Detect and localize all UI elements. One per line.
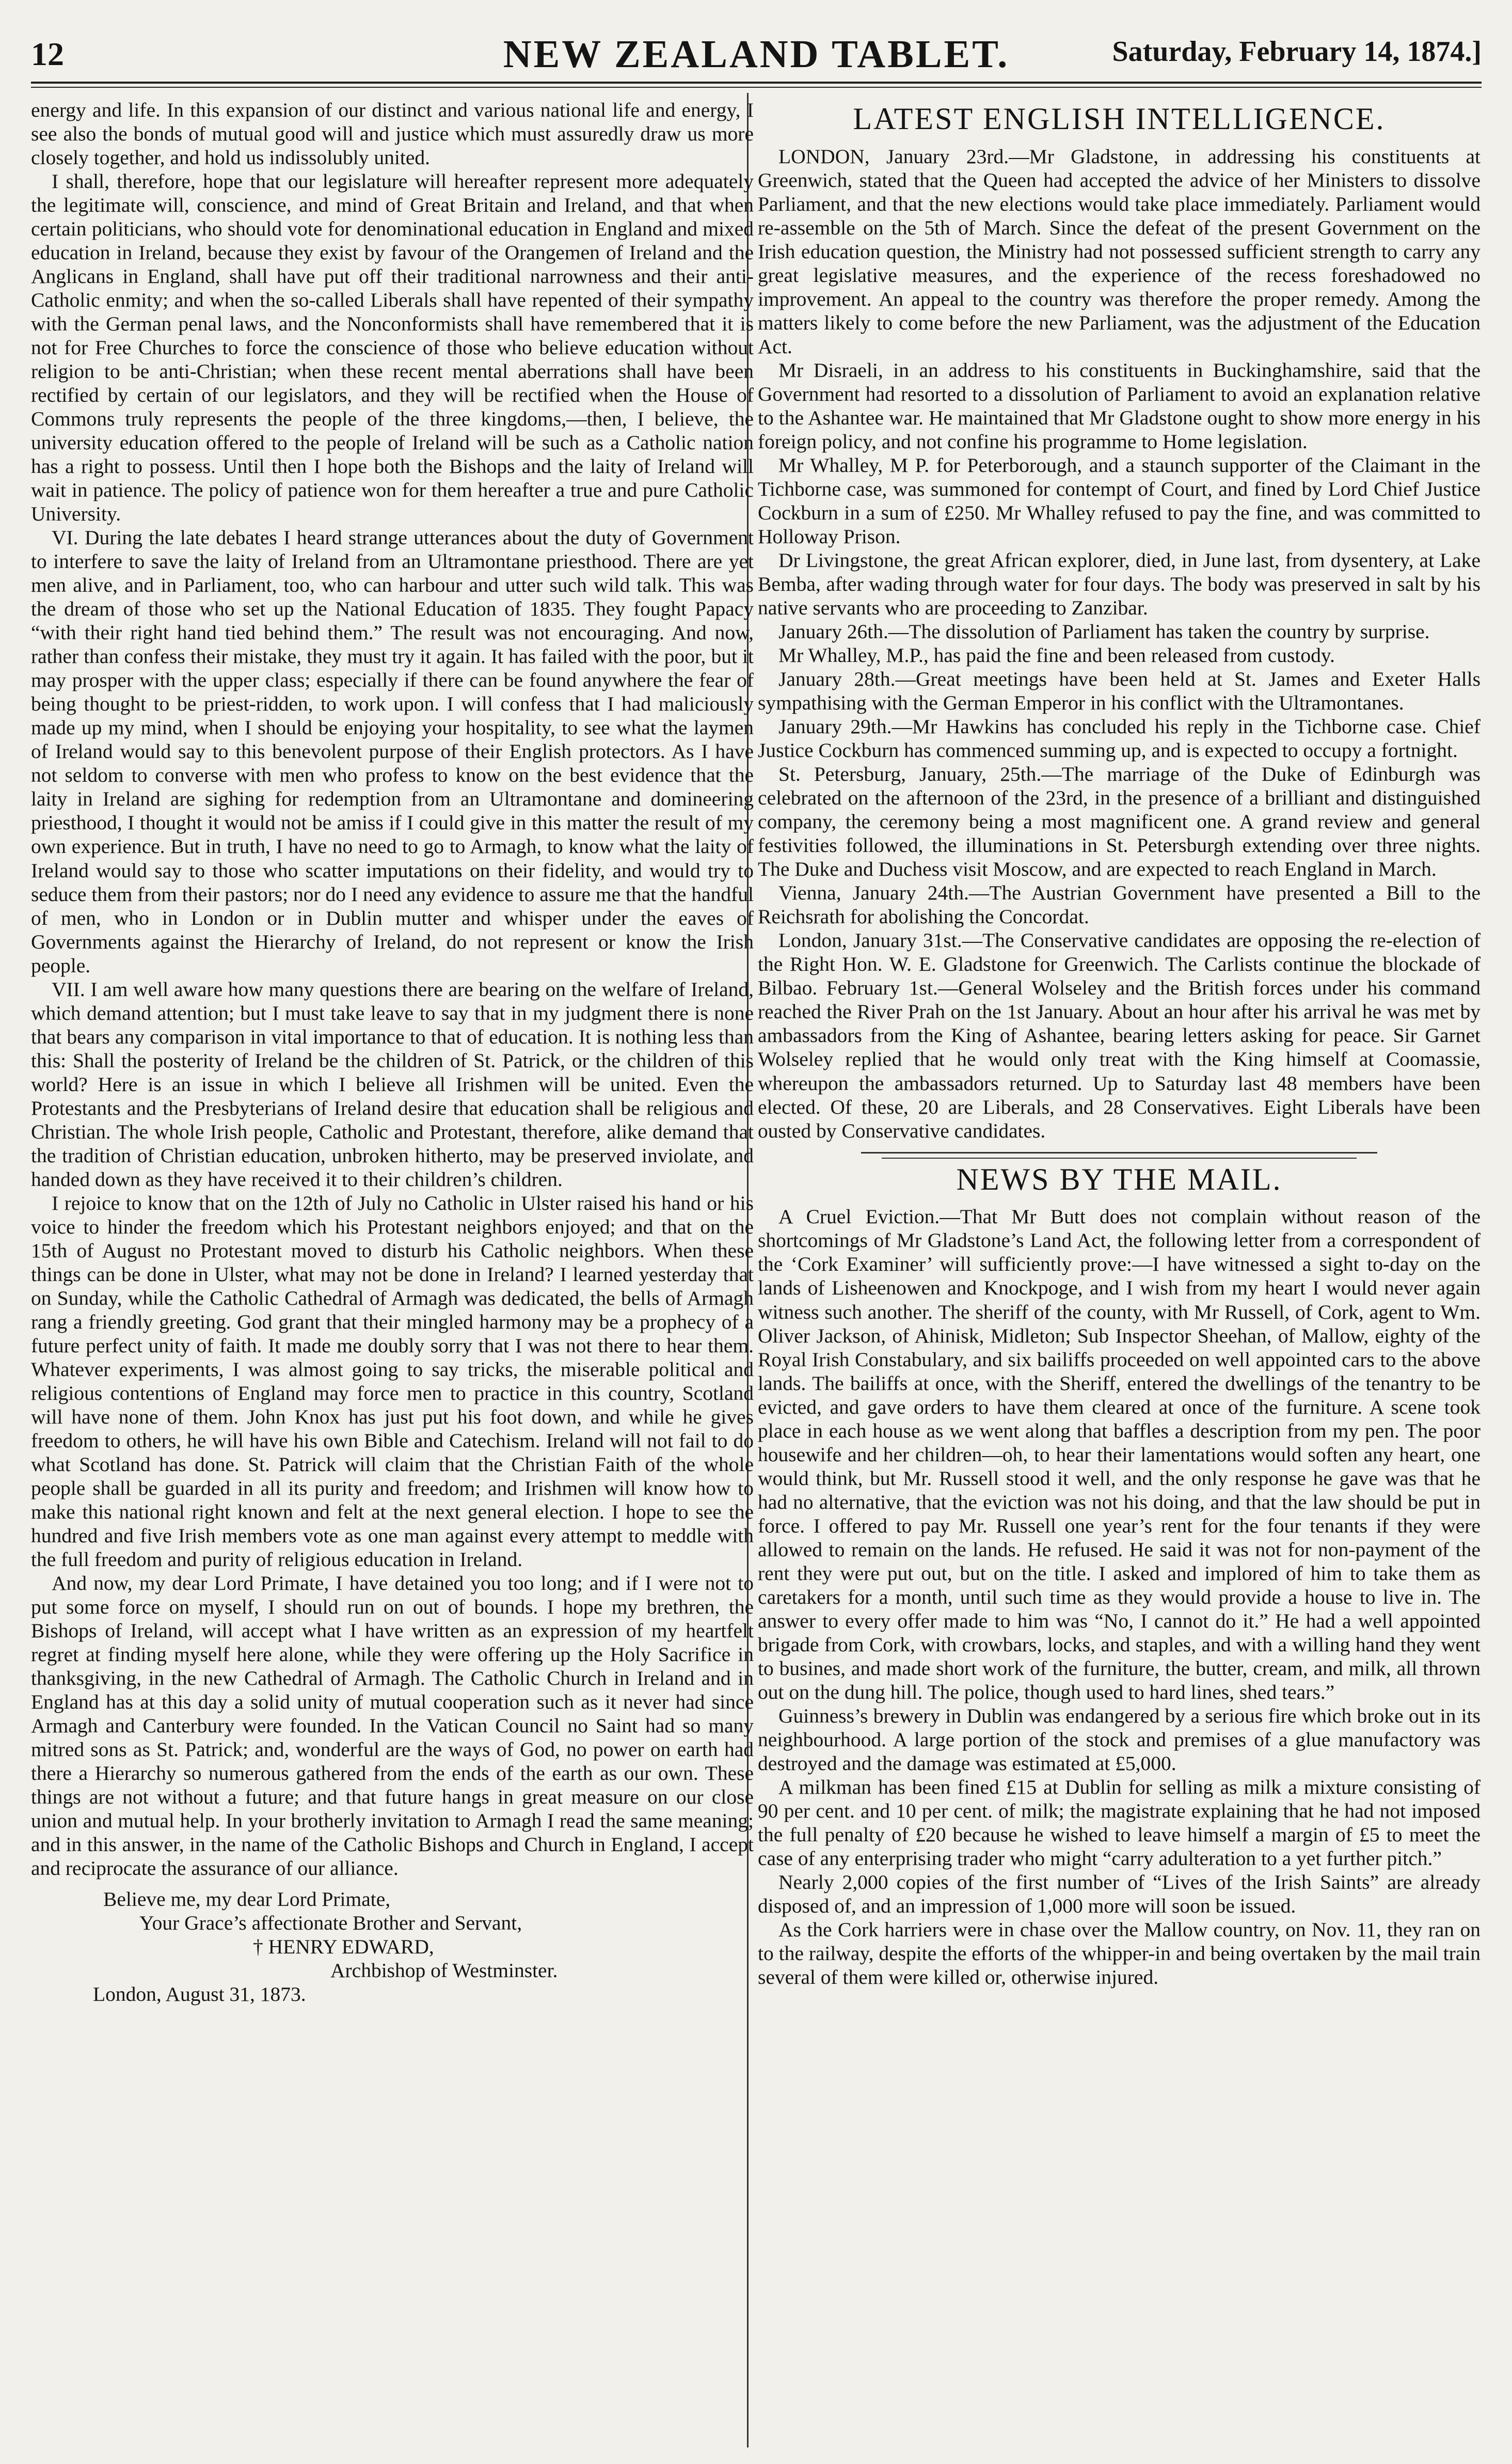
news-paragraph: Dr Livingstone, the great African explorer, died, in June last, from dysentery, at Lake Bemba, after wading through water for four days. The body was preserved in salt by his native servants who are proceeding to Zanzibar. xyxy=(758,549,1481,620)
news-paragraph: London, January 31st.—The Conservative candidates are opposing the re-election of the Right Hon. W. E. Gladstone for Greenwich. The Carlists continue the blockade of Bilbao. February 1st.—General Wolseley and the British forces under his command reached the River Prah on the 1st January. About an hour after his arrival he was met by ambassadors from the King of Ashantee, bearing letters asking for peace. Sir Garnet Wolseley replied that he would only treat with the King himself at Coomassie, whereupon the ambassadors returned. Up to Saturday last 48 members have been elected. Of these, 20 are Liberals, and 28 Conservatives. Eight Liberals have been ousted by Conservative candidates. xyxy=(758,929,1481,1142)
page-header xyxy=(31,21,1482,77)
signoff-name: † HENRY EDWARD, xyxy=(253,1935,434,1958)
signoff-place-date: London, August 31, 1873. xyxy=(93,1983,306,2006)
news-paragraph: Nearly 2,000 copies of the first number of “Lives of the Irish Saints” are already disposed of, and an impression of 1,000 more will soon be issued. xyxy=(758,1870,1481,1917)
article-paragraph: energy and life. In this expansion of our distinct and various national life and energy, I see also the bonds of mutual good will and justice which must assuredly draw us more closely together, and hold us indissolubly united. xyxy=(31,99,754,169)
news-paragraph: Mr Whalley, M.P., has paid the fine and been released from custody. xyxy=(778,644,1335,667)
news-paragraph: A milkman has been fined £15 at Dublin for selling as milk a mixture consisting of 90 per cent. and 10 per cent. of milk; the magistrate explaining that he had not imposed the full penalty of £20 because he wished to leave himself a margin of £5 to meet the case of any enterprising trader who might “carry adulteration to a yet further pitch.” xyxy=(758,1775,1481,1870)
issue-date: Saturday, February 14, 1874.] xyxy=(1112,36,1482,68)
newspaper-title: NEW ZEALAND TABLET. xyxy=(503,33,1010,76)
news-paragraph: January 28th.—Great meetings have been held at St. James and Exeter Halls sympathising with the German Emperor in his conflict with the Ultramontanes. xyxy=(758,668,1481,715)
section-rule-thin xyxy=(882,1158,1357,1159)
article-paragraph: VII. I am well aware how many questions there are bearing on the welfare of Ireland, which demand attention; but I must take leave to say that in my judgment there is none that bears any comparison in vital importance to that of education. It is nothing less than this: Shall the posterity of Ireland be the children of St. Patrick, or the children of this world? Here is an issue in which I believe all Irishmen will be united. Even the Protestants and the Presbyterians of Ireland desire that education shall be religious and Christian. The whole Irish people, Catholic and Protestant, therefore, alike demand that the tradition of Christian education, unbroken hitherto, may be preserved inviolate, and handed down as they have received it to their children’s children. xyxy=(31,977,754,1191)
news-paragraph: As the Cork harriers were in chase over the Mallow country, on Nov. 11, they ran on to the railway, despite the efforts of the whipper-in and being overtaken by the mail train several of them were killed or, otherwise injured. xyxy=(758,1918,1481,1988)
news-paragraph: Mr Disraeli, in an address to his constituents in Buckinghamshire, said that the Government had resorted to a dissolution of Parliament to avoid an explanation relative to the Ashantee war. He maintained that Mr Gladstone ought to show more energy in his foreign policy, and not confine his programme to Home legislation. xyxy=(758,359,1481,453)
article-paragraph: VI. During the late debates I heard strange utterances about the duty of Government to interfere to save the laity of Ireland from an Ultramontane priesthood. There are yet men alive, and in Parliament, too, who can harbour and utter such wild talk. This was the dream of those who set up the National Education of 1835. They fought Papacy “with their right hand tied behind them.” The result was not encouraging. And now, rather than confess their mistake, they must try it again. It has failed with the poor, but it may prosper with the upper class; especially if there can be found anywhere the fear of being thought to be priest-ridden, to work upon. I will confess that I had maliciously made up my mind, when I should be enjoying your hospitality, to see what the laymen of Ireland would say to this benevolent purpose of their English protectors. As I have not seldom to converse with men who profess to know on the best evidence that the laity in Ireland are sighing for redemption from an Ultramontane and domineering priesthood, I thought it would not be amiss if I could give in this matter the result of my own experience. But in truth, I have no need to go to Armagh, to know what the laity of Ireland would say to those who scatter imputations on their fidelity, and would try to seduce them from their pastors; nor do I need any evidence to assure me that the handful of men, who in London or in Dublin mutter and whisper under the eaves of Governments against the Hierarchy of Ireland, do not represent or know the Irish people. xyxy=(31,526,754,977)
header-rule-thin xyxy=(31,87,1482,88)
article-paragraph: I rejoice to know that on the 12th of July no Catholic in Ulster raised his hand or his voice to hinder the freedom which his Protestant neighbors enjoyed; and that on the 15th of August no Protestant moved to disturb his Catholic neighbors. When these things can be done in Ulster, what may not be done in Ireland? I learned yesterday that on Sunday, while the Catholic Cathedral of Armagh was dedicated, the bells of Armagh rang a friendly greeting. God grant that their mingled harmony may be a prophecy of a future perfect unity of faith. It made me doubly sorry that I was not there to hear them. Whatever experiments, I was almost going to say tricks, the miserable political and religious contentions of England may force men to practice in this country, Scotland will have none of them. John Knox has just put his foot down, and while he gives freedom to others, he will have his own Bible and Catechism. Ireland will not fail to do what Scotland has done. St. Patrick will claim that the Christian Faith of the whole people shall be guarded in all its purity and freedom; and Irishmen will know how to make this national right known and felt at the next general election. I hope to see the hundred and five Irish members vote as one man against every attempt to meddle with the full freedom and purity of religious education in Ireland. xyxy=(31,1191,754,1571)
news-paragraph: A Cruel Eviction.—That Mr Butt does not complain without reason of the shortcomings of Mr Gladstone’s Land Act, the following letter from a correspondent of the ‘Cork Examiner’ will sufficiently prove:—I have witnessed a sight to-day on the lands of Lisheenowen and Knockpoge, and I wish from my heart I would never again witness such another. The sheriff of the county, with Mr Russell, of Cork, agent to Wm. Oliver Jackson, of Ahinisk, Midleton; Sub Inspector Sheehan, of Mallow, eighty of the Royal Irish Constabulary, and six bailiffs proceeded on well appointed cars to the above lands. The bailiffs at once, with the Sheriff, entered the dwellings of the tenantry to be evicted, and gave orders to have them cleared at once of the furniture. A scene took place in each house as we went along that baffles a description from my pen. The poor housewife and her children—oh, to hear their lamentations would soften any heart, one would think, but Mr. Russell stood it well, and the only response he gave was that he had no alternative, that the eviction was not his doing, and that the law should be put in force. I offered to pay Mr. Russell one year’s rent for the four tenants if they were allowed to remain on the lands. He refused. He said it was not for non-payment of the rent they were put out, but on the title. I asked and implored of him to take them as caretakers for a month, until such time as they would provide a house to live in. The answer to every offer made to him was “No, I cannot do it.” He had a well appointed brigade from Cork, with crowbars, locks, and staples, and with a willing hand they went to busines, and made short work of the furniture, the butter, cream, and milk, all thrown out on the dung hill. The police, though used to hard lines, shed tears.” xyxy=(758,1205,1481,1703)
letter-signoff xyxy=(31,1887,754,2006)
signoff-title: Archbishop of Westminster. xyxy=(330,1959,558,1982)
article-paragraph: I shall, therefore, hope that our legislature will hereafter represent more adequately the legitimate will, conscience, and mind of Great Britain and Ireland, and that when certain politicians, who should vote for denominational education in England and mixed education in Ireland, because they exist by favour of the Orangemen of Ireland and the Anglicans in England, shall have put off their traditional narrowness and their anti-Catholic enmity; and when the so-called Liberals shall have repented of their sympathy with the German penal laws, and the Nonconformists shall have remembered that it is not for Free Churches to force the conscience of those who believe education without religion to be anti-Christian; when these recent mental aberrations shall have been rectified by certain of our legislators, and they will be rectified when the House of Commons truly represents the people of the three kingdoms,—then, I believe, the university education offered to the people of Ireland will be such as a Catholic nation has a right to possess. Until then I hope both the Bishops and the laity of Ireland will wait in patience. The policy of patience won for them hereafter a true and pure Catholic University. xyxy=(31,170,754,526)
left-column xyxy=(31,98,754,2006)
section-heading-mail: NEWS BY THE MAIL. xyxy=(956,1162,1282,1196)
signoff-closing: Believe me, my dear Lord Primate, xyxy=(103,1888,391,1911)
signoff-servant: Your Grace’s affectionate Brother and Servant, xyxy=(139,1912,522,1935)
news-paragraph: St. Petersburg, January, 25th.—The marriage of the Duke of Edinburgh was celebrated on the afternoon of the 23rd, in the presence of a brilliant and distinguished company, the ceremony being a most magnificent one. A grand review and general festivities followed, the illuminations in St. Petersburgh extending over three nights. The Duke and Duchess visit Moscow, and are expected to reach England in March. xyxy=(758,763,1481,881)
section-rule xyxy=(861,1152,1377,1154)
section-heading-intelligence: LATEST ENGLISH INTELLIGENCE. xyxy=(853,102,1386,136)
news-paragraph: Guinness’s brewery in Dublin was endangered by a serious fire which broke out in its neighbourhood. A large portion of the stock and premises of a glue manufactory was destroyed and the damage was estimated at £5,000. xyxy=(758,1704,1481,1775)
news-paragraph: Mr Whalley, M P. for Peterborough, and a staunch supporter of the Claimant in the Tichborne case, was summoned for contempt of Court, and fined by Lord Chief Justice Cockburn in a sum of £250. Mr Whalley refused to pay the fine, and was committed to Holloway Prison. xyxy=(758,454,1481,548)
right-column xyxy=(758,98,1481,1989)
header-rule xyxy=(31,82,1482,84)
news-paragraph: LONDON, January 23rd.—Mr Gladstone, in addressing his constituents at Greenwich, stated that the Queen had accepted the advice of her Ministers to dissolve Parliament, and that the new elections would take place immediately. Parliament would re-assemble on the 5th of March. Since the defeat of the present Government on the Irish education question, the Ministry had not possessed sufficient strength to carry any great legislative measures, and the experience of the recess foreshadowed no improvement. An appeal to the country was therefore the proper remedy. Among the matters likely to come before the new Parliament, was the adjustment of the Education Act. xyxy=(758,145,1481,358)
page-number: 12 xyxy=(31,36,64,72)
article-paragraph: And now, my dear Lord Primate, I have detained you too long; and if I were not to put some force on myself, I should run on out of bounds. I hope my brethren, the Bishops of Ireland, will accept what I have written as an expression of my heartfelt regret at finding myself here alone, while they were offering up the Holy Sacrifice in thanksgiving, in the new Cathedral of Armagh. The Catholic Church in Ireland and in England has at this day a solid unity of mutual cooperation such as it never had since Armagh and Canterbury were founded. In the Vatican Council no Saint had so many mitred sons as St. Patrick; and, wonderful are the ways of God, no power on earth had there a Hierarchy so numerous gathered from the ends of the earth as our own. These things are not without a future; and that future hangs in great measure on our close union and mutual help. In your brotherly invitation to Armagh I read the same meaning; and in this answer, in the name of the Catholic Bishops and Church in England, I accept and reciprocate the assurance of our alliance. xyxy=(31,1571,754,1880)
news-paragraph: Vienna, January 24th.—The Austrian Government have presented a Bill to the Reichsrath for abolishing the Concordat. xyxy=(758,881,1481,928)
news-paragraph: January 29th.—Mr Hawkins has concluded his reply in the Tichborne case. Chief Justice Cockburn has commenced summing up, and is expected to occupy a fortnight. xyxy=(758,715,1481,762)
news-paragraph: January 26th.—The dissolution of Parliament has taken the country by surprise. xyxy=(778,620,1430,643)
